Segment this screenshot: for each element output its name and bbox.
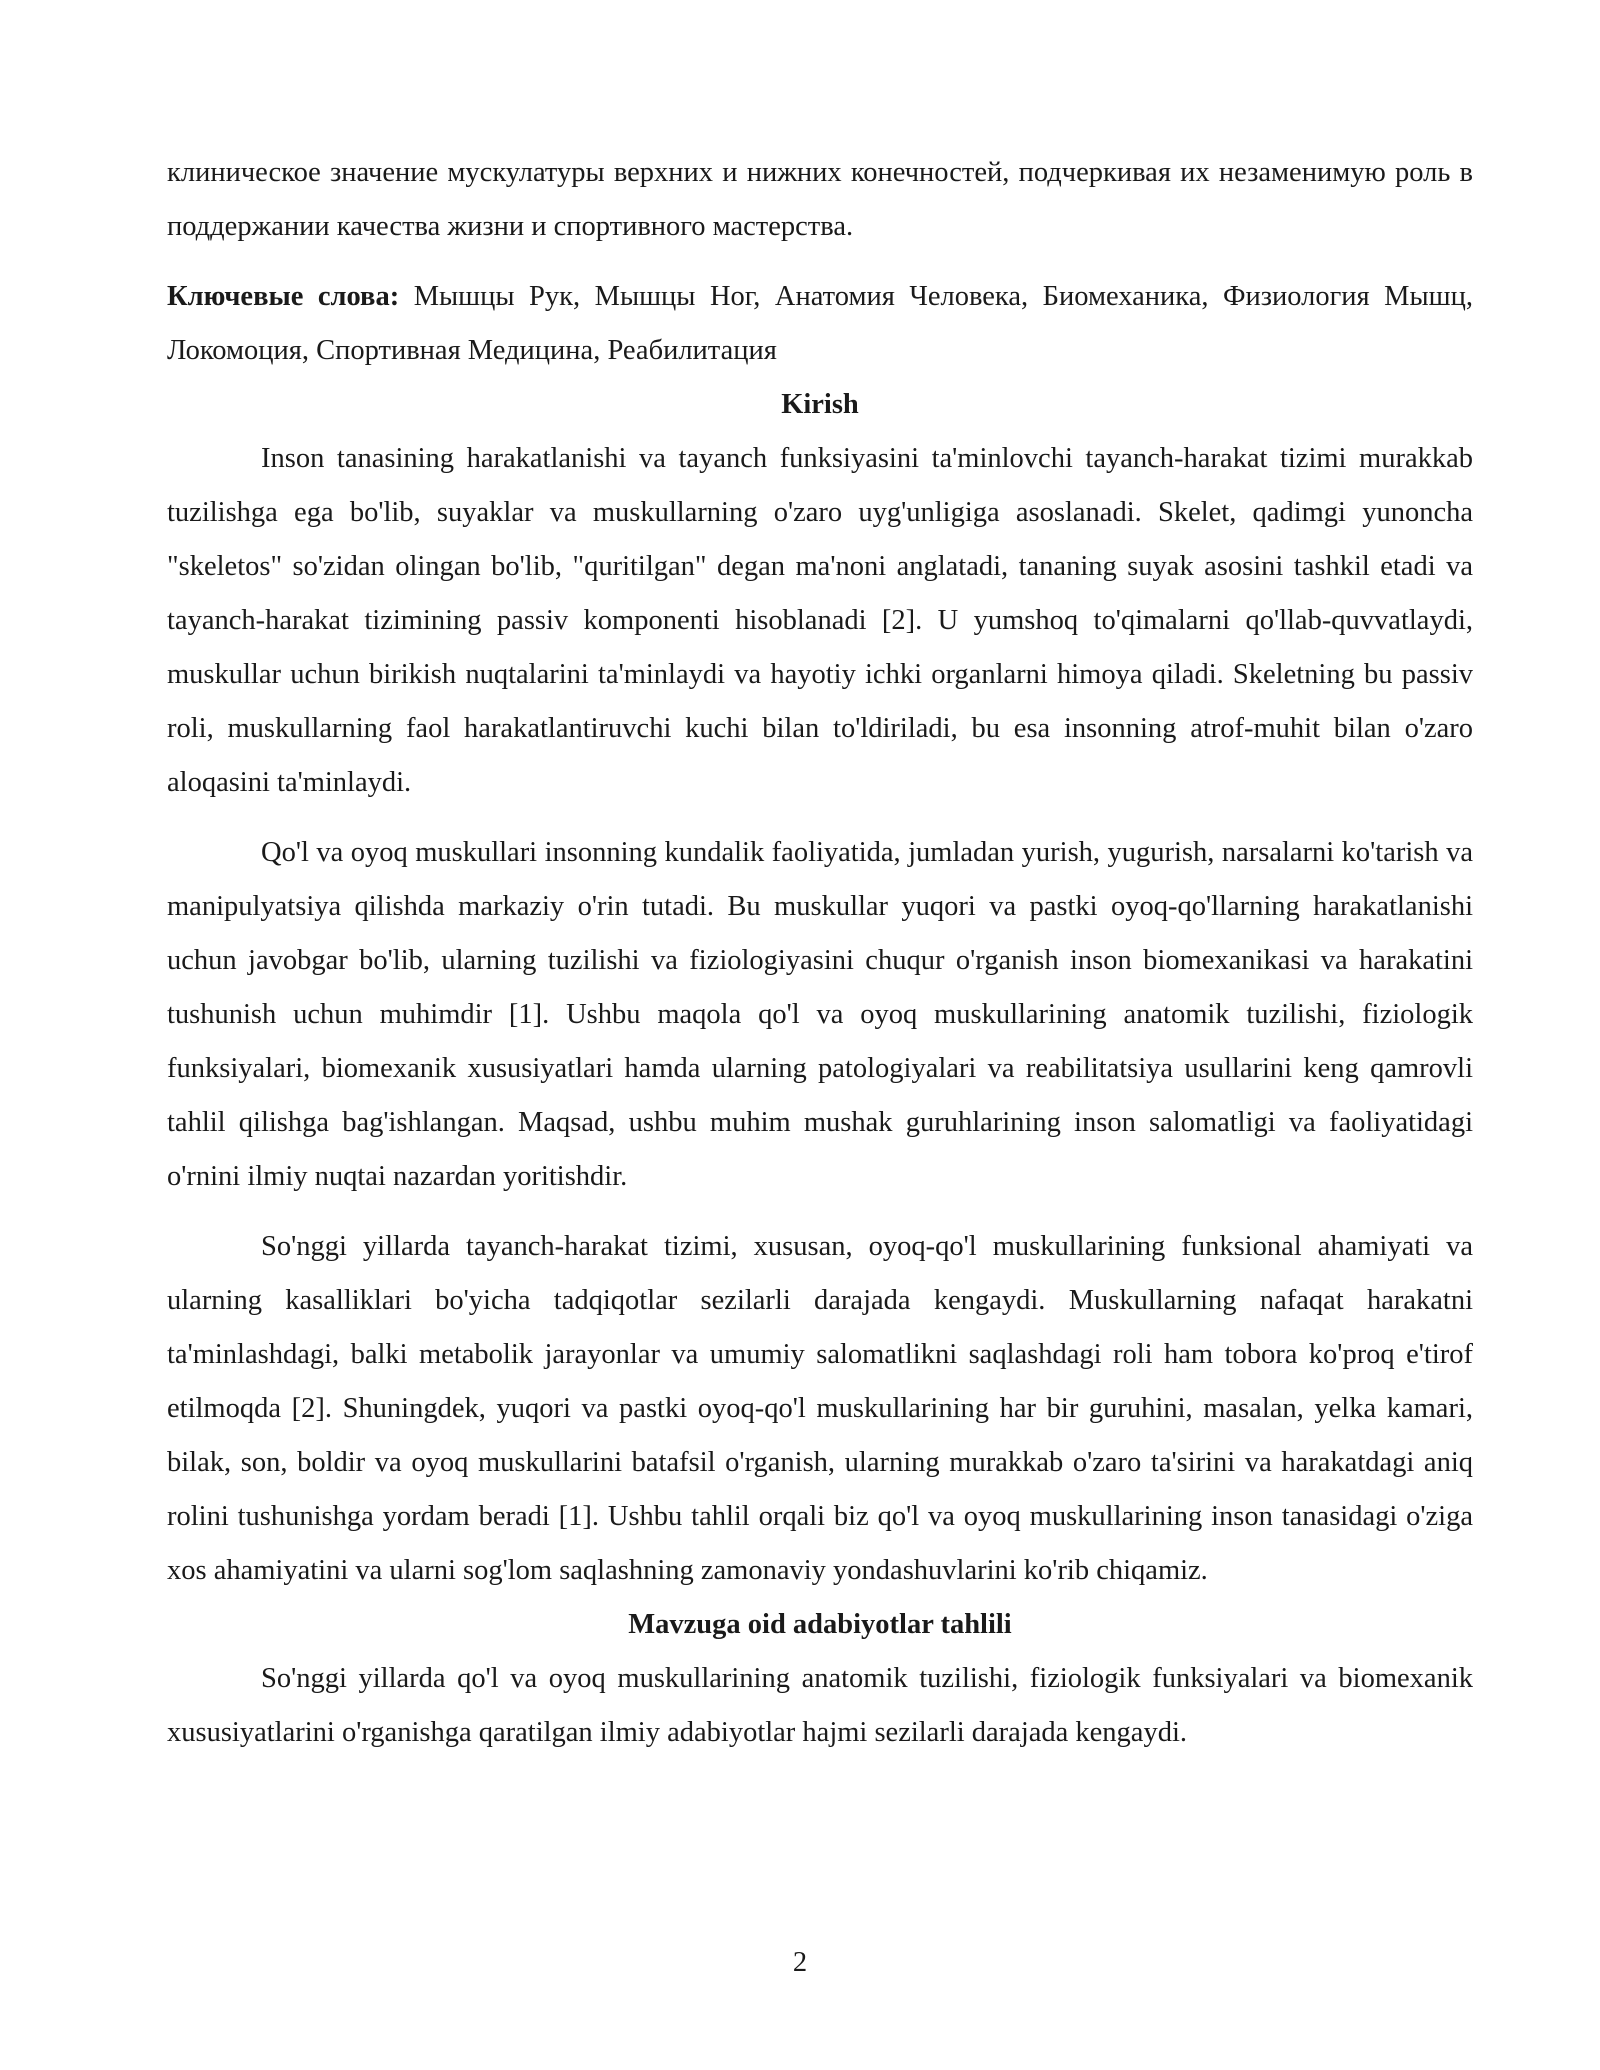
keywords-paragraph xyxy=(167,270,1473,378)
intro-paragraph-1: Inson tanasining harakatlanishi va tayanch funksiyasini ta'minlovchi tayanch-harakat tizimi murakkab tuzilishga ega bo'lib, suyaklar va muskullarning o'zaro uyg'unligiga asoslanadi. Skelet, qadimgi yunoncha "skeletos" so'zidan olingan bo'lib, "quritilgan" degan ma'noni anglatadi, tananing suyak asosini tashkil etadi va tayanch-harakat tizimining passiv komponenti hisoblanadi [2]. U yumshoq to'qimalarni qo'llab-quvvatlaydi, muskullar uchun birikish nuqtalarini ta'minlaydi va hayotiy ichki organlarni himoya qiladi. Skeletning bu passiv roli, muskullarning faol harakatlantiruvchi kuchi bilan to'ldiriladi, bu esa insonning atrof-muhit bilan o'zaro aloqasini ta'minlaydi. xyxy=(167,443,1473,798)
abstract-continuation: клиническое значение мускулатуры верхних и нижних конечностей, подчеркивая их незаменимую роль в поддержании качества жизни и спортивного мастерства. xyxy=(167,157,1473,242)
section-heading-literature: Mavzuga oid adabiyotlar tahlili xyxy=(628,1609,1012,1640)
section-heading-kirish: Kirish xyxy=(781,389,859,420)
keywords-text: Мышцы Рук, Мышцы Ног, Анатомия Человека, Биомеханика, Физиология Мышц, Локомоция, Спортивная Медицина, Реабилитация xyxy=(167,281,1473,366)
intro-paragraph-3: So'nggi yillarda tayanch-harakat tizimi, xususan, oyoq-qo'l muskullarining funksional ahamiyati va ularning kasalliklari bo'yicha tadqiqotlar sezilarli darajada kengaydi. Muskullarning nafaqat harakatni ta'minlashdagi, balki metabolik jarayonlar va umumiy salomatlikni saqlashdagi roli ham tobora ko'proq e'tirof etilmoqda [2]. Shuningdek, yuqori va pastki oyoq-qo'l muskullarining har bir guruhini, masalan, yelka kamari, bilak, son, boldir va oyoq muskullarini batafsil o'rganish, ularning murakkab o'zaro ta'sirini va harakatdagi aniq rolini tushunishga yordam beradi [1]. Ushbu tahlil orqali biz qo'l va oyoq muskullarining inson tanasidagi o'ziga xos ahamiyatini va ularni sog'lom saqlashning zamonaviy yondashuvlarini ko'rib chiqamiz. xyxy=(167,1231,1473,1586)
document-page xyxy=(167,146,1473,1760)
keywords-label: Ключевые слова: xyxy=(167,281,400,312)
intro-paragraph-2: Qo'l va oyoq muskullari insonning kundalik faoliyatida, jumladan yurish, yugurish, narsalarni ko'tarish va manipulyatsiya qilishda markaziy o'rin tutadi. Bu muskullar yuqori va pastki oyoq-qo'llarning harakatlanishi uchun javobgar bo'lib, ularning tuzilishi va fiziologiyasini chuqur o'rganish inson biomexanikasi va harakatini tushunish uchun muhimdir [1]. Ushbu maqola qo'l va oyoq muskullarining anatomik tuzilishi, fiziologik funksiyalari, biomexanik xususiyatlari hamda ularning patologiyalari va reabilitatsiya usullarini keng qamrovli tahlil qilishga bag'ishlangan. Maqsad, ushbu muhim mushak guruhlarining inson salomatligi va faoliyatidagi o'rnini ilmiy nuqtai nazardan yoritishdir. xyxy=(167,837,1473,1192)
page-number: 2 xyxy=(792,1947,808,1978)
literature-paragraph: So'nggi yillarda qo'l va oyoq muskullarining anatomik tuzilishi, fiziologik funksiyalari va biomexanik xususiyatlarini o'rganishga qaratilgan ilmiy adabiyotlar hajmi sezilarli darajada kengaydi. xyxy=(167,1663,1473,1748)
